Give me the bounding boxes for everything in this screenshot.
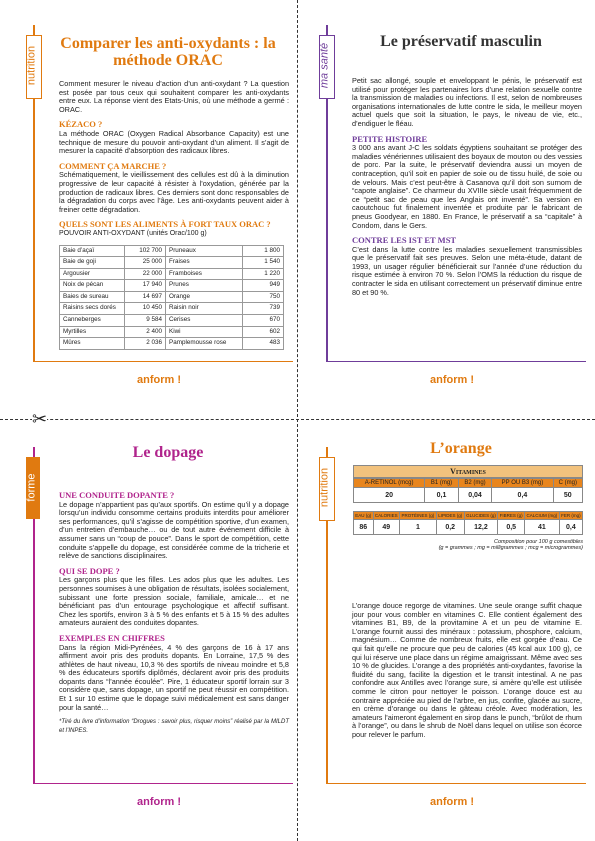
food-name: Mûres bbox=[60, 338, 125, 350]
food-name: Baies de sureau bbox=[60, 291, 125, 303]
orac-value: 670 bbox=[243, 315, 284, 327]
table-row bbox=[60, 280, 284, 292]
table-row bbox=[60, 268, 284, 280]
orac-value: 10 450 bbox=[125, 303, 166, 315]
vitamin-header-cell: A-RETINOL (mcg) bbox=[354, 479, 425, 488]
vertical-cut-line bbox=[297, 0, 298, 841]
nutrient-header-cell: FIBRES (g) bbox=[499, 513, 523, 518]
card-side-rail bbox=[25, 25, 39, 400]
card-side-rail bbox=[25, 447, 39, 822]
section-heading: CONTRE LES IST ET MST bbox=[352, 235, 457, 246]
section-heading: PETITE HISTOIRE bbox=[352, 133, 428, 144]
section-heading: COMMENT ÇA MARCHE ? bbox=[59, 160, 167, 171]
orac-table bbox=[59, 245, 284, 350]
section-text: 3 000 ans avant J-C les soldats égyptiens souhaitant se protéger des maladies vénériennes utilisaient des boyaux de mouton ou des vessies de porc. Par la suite, le préservatif deviendra aussi un moyen de contraception, qu’il soit en papier de soie ou de tissu huilé, de soie ou de velours. Mais c’est peut-être à Casanova qu’il doit son surnom de “capote anglaise”. Ce charmeur du XVIIIe siècle usait fréquemment de ce “petit sac de peau que les Anglais ont inventé”. Sa version en caoutchouc fut finalement inventée et produite par le fabricant de pneus Goodyear, en 1880. En France, le préservatif a sa “capitale” à Condom, dans le Gers. bbox=[352, 143, 582, 230]
nutrients-table bbox=[353, 511, 583, 535]
category-tab: nutrition bbox=[318, 467, 331, 508]
nutrient-header-cell: FER (mg) bbox=[561, 513, 581, 518]
section-text: Schématiquement, le vieillissement des cellules est dû à la diminution progressive de leur capacité à résister à l’oxydation, générée par la production de radicaux libres. Ces derniers sont donc responsables de la dégradation du corps avec l’âge. Les anti-oxydants peuvent aider à freiner cette dégradation. bbox=[59, 170, 289, 214]
food-name: Pruneaux bbox=[166, 245, 243, 257]
orac-value: 17 940 bbox=[125, 280, 166, 292]
table-row bbox=[60, 338, 284, 350]
card-side-rail bbox=[318, 447, 332, 822]
vitamin-value-cell: 0,4 bbox=[492, 488, 553, 503]
orac-value: 2 400 bbox=[125, 326, 166, 338]
orac-value: 602 bbox=[243, 326, 284, 338]
section-text: L’orange douce regorge de vitamines. Une seule orange suffit chaque jour pour vous combler en vitamines C. Elle contient également des vitamines B1, B9, de la provitamine A et un peu de vitamine E. L’orange fournit aussi des minéraux : potassium, phosphore, calcium, magnésium… Comme de nombreux fruits, elle est gorgée d’eau. Ce qui fait qu’elle ne procure que peu de calories (45 kcal aux 100 g), ce qui lui réserve une place dans un régime amaigrissant. Même avec ses 10 % de glucides. L’orange a des propriétés anti-oxydantes, favorise la fluidité du sang, facilite la digestion et le transit intestinal. A ne pas confondre aux Antilles avec l’orange sure, si amère qu’elle est utilisée comme le citron pour nettoyer le poisson. L’orange douce est au contraire appréciée au pied de l’arbre, en jus, confite, glacée au sucre, en crème d’orange ou dans le gâteau créole. Avec modération, les amateurs l’aimeront également en sirop dans le punch, “brûlot de rhum à l’orange”, ou dans le shrub de Noël dans lequel on utilise son écorce pour relever le parfum. bbox=[352, 601, 582, 739]
nutrient-value-cell: 49 bbox=[373, 520, 400, 535]
food-name: Fraises bbox=[166, 257, 243, 269]
nutrition-panel bbox=[353, 465, 583, 551]
composition-note: Composition pour 100 g comestibles bbox=[494, 539, 583, 545]
food-name: Cerises bbox=[166, 315, 243, 327]
anform-logo: anform ! bbox=[430, 796, 474, 808]
nutrient-header-cell: CALCIUM (mg) bbox=[526, 513, 558, 518]
food-name: Framboises bbox=[166, 268, 243, 280]
nutrient-value-cell: 0,5 bbox=[498, 520, 525, 535]
section-text: Les garçons plus que les filles. Les ados plus que les adultes. Les personnes soumises à une obligation de résultats, isolées socialement, subissant une forte pression sociale, familiale, amicale… et ne bénéficiant pas d’un entourage psychologique et affectif suffisant. Chez les sportifs, environ 3 à 5 % des enfants et 5 à 15 % des adultes amateurs auraient des conduites dopantes. bbox=[59, 575, 289, 628]
vitamin-value-cell: 50 bbox=[553, 488, 582, 503]
table-row bbox=[60, 303, 284, 315]
orac-value: 1 800 bbox=[243, 245, 284, 257]
vitamin-value-cell: 0,04 bbox=[458, 488, 492, 503]
nutrient-value-cell: 1 bbox=[400, 520, 437, 535]
section-text: Le dopage n’appartient pas qu’aux sportifs. On estime qu’il y a dopage lorsqu’un individu consomme certains produits interdits pour améliorer ses performances, qu’il s’agisse de compétition sportive, d’un examen, d’un entretien d’embauche… ou de tout autre événement difficile à assumer sans un “coup de pouce”. Dans le sport de compétition, cette conduite s’appelle du dopage, est considérée comme de la tricherie et relève de sanctions disciplinaires. bbox=[59, 499, 289, 561]
table-row bbox=[60, 245, 284, 257]
table-row bbox=[60, 315, 284, 327]
orac-value: 9 584 bbox=[125, 315, 166, 327]
card-title: L’orange bbox=[430, 440, 492, 457]
nutrient-value-cell: 41 bbox=[525, 520, 560, 535]
category-tab: forme bbox=[25, 473, 38, 502]
nutrient-header-cell: CALORIES bbox=[374, 513, 398, 518]
table-row bbox=[60, 291, 284, 303]
card-orac bbox=[25, 25, 293, 400]
orac-value: 483 bbox=[243, 338, 284, 350]
orac-value: 1 540 bbox=[243, 257, 284, 269]
card-side-rail bbox=[318, 25, 332, 400]
section-heading: UNE CONDUITE DOPANTE ? bbox=[59, 490, 175, 500]
intro-text: Petit sac allongé, souple et enveloppant le pénis, le préservatif est utilisé pour protéger les partenaires lors d’une relation sexuelle contre la transmission de maladies ou infections. Il est, selon de nombreuses organisations internationales de lutte contre le sida, le meilleur moyen actuel quels que soit la situation, le pays, le niveau de vie, etc., d’endiguer le fléau. bbox=[352, 76, 582, 128]
table-caption: POUVOIR ANTI-OXYDANT (unités Orac/100 g) bbox=[59, 229, 207, 237]
card-title: Le dopage bbox=[132, 444, 204, 461]
section-heading: KÉZACO ? bbox=[59, 119, 103, 130]
orac-value: 739 bbox=[243, 303, 284, 315]
section-heading: EXEMPLES EN CHIFFRES bbox=[59, 632, 165, 643]
category-tab: ma santé bbox=[318, 42, 331, 89]
card-title: Le préservatif masculin bbox=[380, 33, 542, 50]
orac-value: 22 000 bbox=[125, 268, 166, 280]
section-heading: QUELS SONT LES ALIMENTS À FORT TAUX ORAC ? bbox=[59, 219, 271, 230]
vitamin-value-cell: 0,1 bbox=[425, 488, 459, 503]
orac-value: 949 bbox=[243, 280, 284, 292]
food-name: Pamplemousse rose bbox=[166, 338, 243, 350]
food-name: Raisins secs dorés bbox=[60, 303, 125, 315]
table-row bbox=[60, 326, 284, 338]
vitamin-header-cell: C (mg) bbox=[553, 479, 582, 488]
food-name: Prunes bbox=[166, 280, 243, 292]
table-row bbox=[60, 257, 284, 269]
vitamin-value-cell: 20 bbox=[354, 488, 425, 503]
card-title: Comparer les anti-oxydants : la méthode ORAC bbox=[60, 35, 276, 69]
vitamins-header: Vitamines bbox=[353, 465, 583, 478]
nutrient-header-cell: PROTÉINES (g) bbox=[400, 512, 437, 520]
orac-value: 102 700 bbox=[125, 245, 166, 257]
vitamin-header-cell: B1 (mg) bbox=[425, 479, 459, 488]
card-preservatif bbox=[318, 25, 586, 400]
vitamin-header-cell: B2 (mg) bbox=[458, 479, 492, 488]
nutrient-value-cell: 0,4 bbox=[559, 520, 582, 535]
section-text: C’est dans la lutte contre les maladies sexuellement transmissibles que le préservatif fait ses preuves. Selon une méta-étude, datant de 1993, un usager régulier bénéficierait sur l’année d’une réduction du risque estimée à environ 70 %. Selon l’OMS la réduction du risque de contracter le sida en utilisant correctement un préservatif diminue entre 80 et 90 %. bbox=[352, 244, 582, 297]
food-name: Raisin noir bbox=[166, 303, 243, 315]
anform-logo: anform ! bbox=[430, 374, 474, 386]
nutrient-header-cell: GLUCIDES (g) bbox=[466, 513, 496, 518]
food-name: Myrtilles bbox=[60, 326, 125, 338]
orac-value: 750 bbox=[243, 291, 284, 303]
vitamin-header-cell: PP OU B3 (mg) bbox=[492, 479, 553, 488]
anform-logo: anform ! bbox=[137, 374, 181, 386]
orac-value: 1 220 bbox=[243, 268, 284, 280]
card-dopage bbox=[25, 444, 293, 822]
orac-value: 25 000 bbox=[125, 257, 166, 269]
food-name: Noix de pécan bbox=[60, 280, 125, 292]
card-orange bbox=[318, 440, 586, 822]
footnote: *Tiré du livre d’information “Drogues : savoir plus, risquer moins” réalisé par la MILDT et l’INPES. bbox=[59, 719, 289, 734]
nutrient-header-cell: EAU (g) bbox=[355, 513, 372, 518]
scissors-icon: ✂ bbox=[32, 409, 48, 429]
category-tab: nutrition bbox=[25, 45, 38, 86]
food-name: Baie d’açaï bbox=[60, 245, 125, 257]
intro-text: Comment mesurer le niveau d’action d’un anti-oxydant ? La question est posée par tous ceux qui souhaitent comparer les anti-oxydants entre eux. La réponse vient des Etats-Unis, où une méthode a germé : ORAC. bbox=[59, 79, 289, 114]
food-name: Orange bbox=[166, 291, 243, 303]
orac-value: 14 697 bbox=[125, 291, 166, 303]
food-name: Canneberges bbox=[60, 315, 125, 327]
section-heading: QUI SE DOPE ? bbox=[59, 565, 120, 576]
nutrient-header-cell: LIPIDES (g) bbox=[438, 513, 463, 518]
food-name: Kiwi bbox=[166, 326, 243, 338]
nutrient-value-cell: 0,2 bbox=[436, 520, 464, 535]
nutrient-value-cell: 86 bbox=[354, 520, 374, 535]
anform-logo: anform ! bbox=[137, 796, 181, 808]
food-name: Baie de goji bbox=[60, 257, 125, 269]
food-name: Argousier bbox=[60, 268, 125, 280]
units-note: (g = grammes ; mg = milligrammes ; mcg = microgrammes) bbox=[438, 545, 583, 551]
nutrient-value-cell: 12,2 bbox=[464, 520, 498, 535]
section-text: La méthode ORAC (Oxygen Radical Absorbance Capacity) est une technique de mesure du pouvoir anti-oxydant d’un aliment. Il s’agit de mesurer la capacité d’absorption des radicaux libres. bbox=[59, 128, 289, 156]
orac-value: 2 036 bbox=[125, 338, 166, 350]
vitamins-table bbox=[353, 478, 583, 503]
section-text: Dans la région Midi-Pyrénées, 4 % des garçons de 16 à 17 ans affirment avoir pris des produits dopants. En Lorraine, 17,5 % des athlètes de haut niveau, 10,3 % des sportifs de niveau moindre et 5,8 % des éducateurs sportifs diplômés, déclarent avoir pris des produits dopants dans “l’année écoulée”. Pire, 1 éducateur sportif lorrain sur 3 considère que, sans dopage, un sportif ne peut réussir en compétition. Et 1 sur 10 estime que le dopage suivi médicalement est sans danger pour la santé… bbox=[59, 642, 289, 712]
